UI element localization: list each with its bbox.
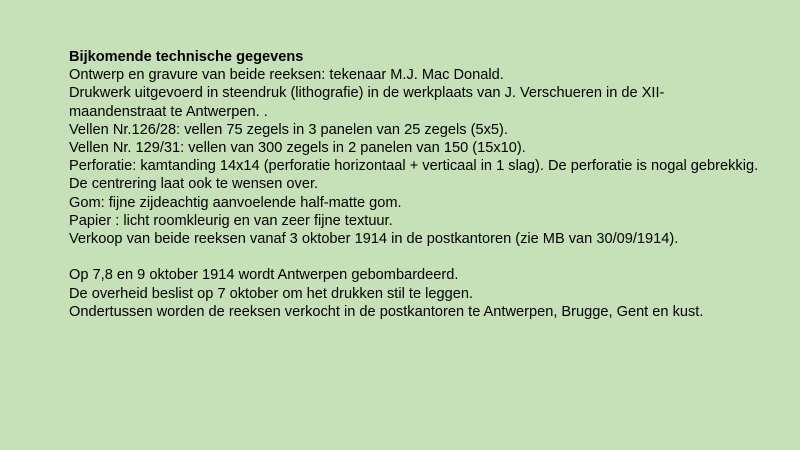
paragraph-perforation: Perforatie: kamtanding 14x14 (perforatie horizontaal + verticaal in 1 slag). De perforatie is nogal gebrekkig. De centrering laat ook te wensen over.: [69, 158, 759, 193]
paragraph-design: Ontwerp en gravure van beide reeksen: tekenaar M.J. Mac Donald.: [69, 67, 504, 84]
text-block: [69, 48, 759, 321]
heading: Bijkomende technische gegevens: [69, 49, 304, 65]
paragraph-printing: Drukwerk uitgevoerd in steendruk (lithografie) in de werkplaats van J. Verschueren in de XII-maandenstraat te Antwerpen. .: [69, 85, 665, 120]
paragraph-spacer: [69, 248, 759, 266]
paragraph-sale: Verkoop van beide reeksen vanaf 3 oktober 1914 in de postkantoren (zie MB van 30/09/1914).: [69, 231, 679, 248]
paragraph-printing-stop: De overheid beslist op 7 oktober om het drukken stil te leggen.: [69, 285, 473, 302]
paragraph-bombardment: Op 7,8 en 9 oktober 1914 wordt Antwerpen gebombardeerd.: [69, 267, 459, 284]
paragraph-sheets-126-28: Vellen Nr.126/28: vellen 75 zegels in 3 panelen van 25 zegels (5x5).: [69, 121, 508, 138]
paragraph-paper: Papier : licht roomkleurig en van zeer fijne textuur.: [69, 212, 393, 229]
paragraph-sheets-129-31: Vellen Nr. 129/31: vellen van 300 zegels in 2 panelen van 150 (15x10).: [69, 140, 526, 157]
paragraph-sales-locations: Ondertussen worden de reeksen verkocht in de postkantoren te Antwerpen, Brugge, Gent en kust.: [69, 303, 704, 320]
paragraph-gum: Gom: fijne zijdeachtig aanvoelende half-matte gom.: [69, 194, 402, 211]
